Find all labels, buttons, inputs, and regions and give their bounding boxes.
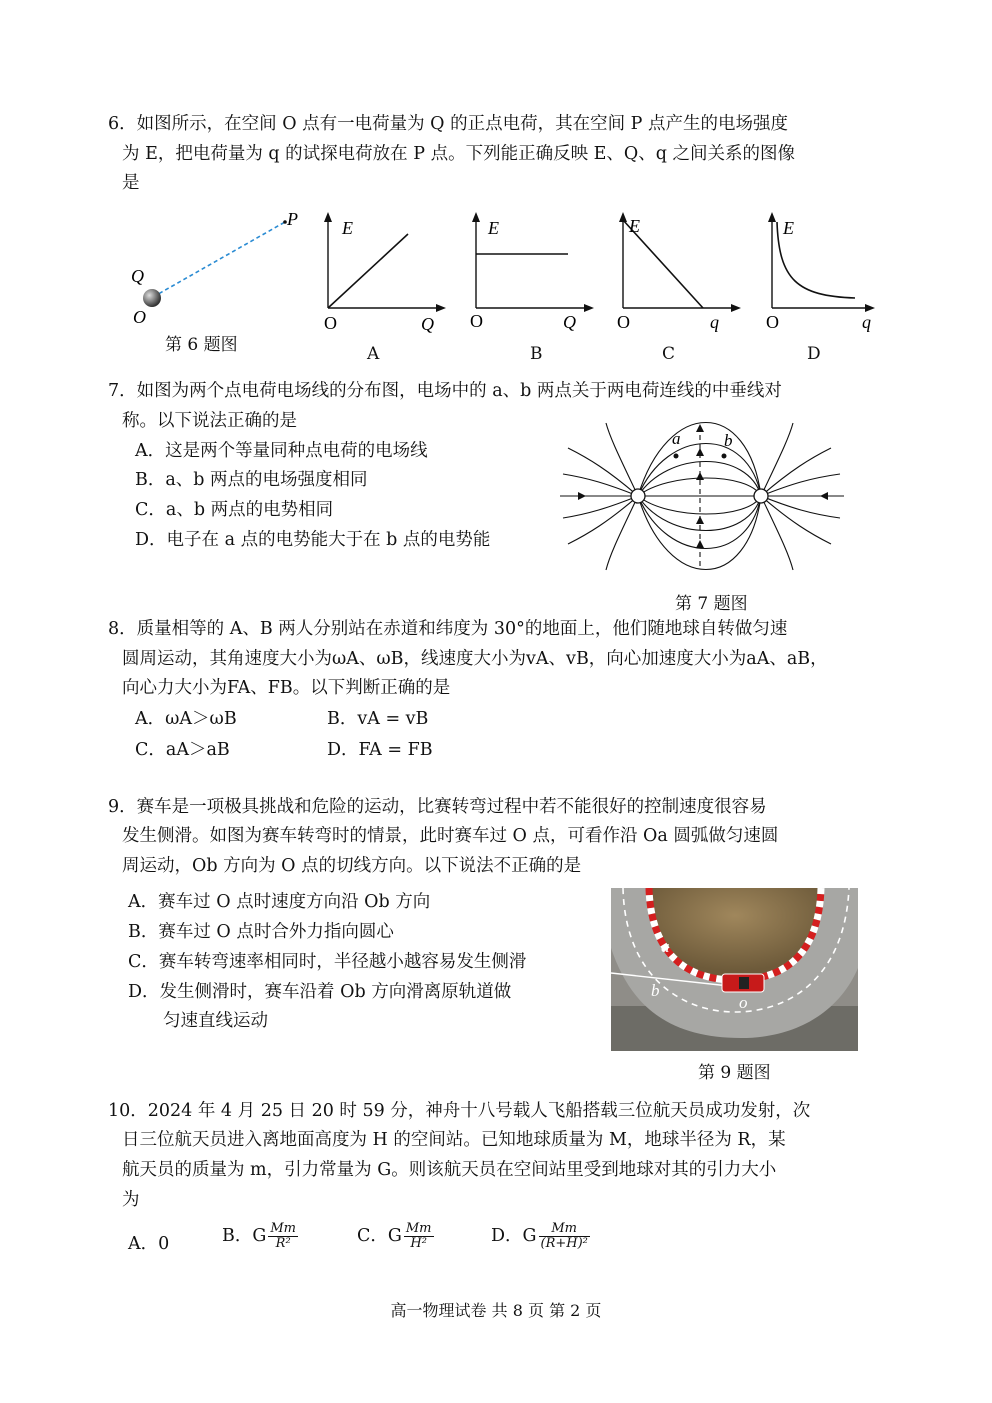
q6-line1: 6．如图所示，在空间 O 点有一电荷量为 Q 的正点电荷，其在空间 P 点产生的电场强度 — [108, 114, 788, 134]
q7-field-lines-figure — [558, 418, 850, 578]
q9-race-car-photo — [611, 888, 858, 1051]
q9-option-d-line1: D．发生侧滑时，赛车沿着 Ob 方向滑离原轨道做 — [128, 982, 512, 1002]
q10-option-d: D．G $\frac{Mm}{\text{(R+H)²}}$ — [491, 1221, 588, 1251]
svg-text:E: E — [783, 218, 794, 238]
q6-graph-d — [757, 210, 882, 335]
q10-line4: 为 — [122, 1190, 140, 1210]
q7-option-d: D．电子在 a 点的电势能大于在 b 点的电势能 — [135, 530, 491, 550]
q7-line2: 称。以下说法正确的是 — [122, 411, 297, 431]
label-p: P — [287, 209, 298, 229]
q6-figure-caption: 第 6 题图 — [165, 335, 238, 355]
svg-text:q: q — [862, 312, 871, 332]
svg-text:O: O — [324, 313, 337, 333]
label-q: Q — [131, 266, 144, 286]
q8-line1: 8．质量相等的 A、B 两人分别站在赤道和纬度为 30°的地面上，他们随地球自转做匀速 — [108, 619, 788, 639]
q9-line1: 9．赛车是一项极具挑战和危险的运动，比赛转弯过程中若不能很好的控制速度很容易 — [108, 797, 767, 817]
q9-line2: 发生侧滑。如图为赛车转弯时的情景，此时赛车过 O 点，可看作沿 Oa 圆弧做匀速圆 — [122, 826, 779, 846]
q9-option-b: B．赛车过 O 点时合外力指向圆心 — [128, 922, 394, 942]
label-a: a — [672, 429, 681, 448]
left-charge — [631, 489, 645, 503]
svg-text:Q: Q — [421, 314, 434, 334]
q9-figure-caption: 第 9 题图 — [698, 1063, 771, 1083]
q8-option-c: C．aA＞aB — [135, 740, 230, 760]
q6-line3: 是 — [122, 173, 140, 193]
q10-line2: 日三位航天员进入离地面高度为 H 的空间站。已知地球质量为 M，地球半径为 R，某 — [122, 1130, 786, 1150]
q6-graph-b — [458, 210, 598, 335]
svg-text:a: a — [661, 937, 670, 956]
svg-text:O: O — [766, 312, 779, 332]
q9-option-d-line2: 匀速直线运动 — [163, 1011, 268, 1031]
q9-line3: 周运动，Ob 方向为 O 点的切线方向。以下说法不正确的是 — [122, 856, 582, 876]
q10-line1: 10．2024 年 4 月 25 日 20 时 59 分，神舟十八号载人飞船搭载三位航天员成功发射，次 — [108, 1101, 811, 1121]
q6-line2: 为 E，把电荷量为 q 的试探电荷放在 P 点。下列能正确反映 E、Q、q 之间关系的图像 — [122, 144, 796, 164]
q9-option-c: C．赛车转弯速率相同时，半径越小越容易发生侧滑 — [128, 952, 527, 972]
q8-option-d: D．FA = FB — [327, 740, 433, 760]
q7-figure-caption: 第 7 题图 — [675, 594, 748, 614]
q6-option-a-label: A — [367, 344, 380, 364]
point-a — [674, 454, 679, 459]
q7-option-c: C．a、b 两点的电势相同 — [135, 500, 334, 520]
right-charge — [754, 489, 768, 503]
svg-text:O: O — [617, 312, 630, 332]
q10-line3: 航天员的质量为 m，引力常量为 G。则该航天员在空间站里受到地球对其的引力大小 — [122, 1160, 777, 1180]
svg-text:b: b — [651, 981, 660, 1000]
svg-text:Q: Q — [563, 312, 576, 332]
positive-charge — [143, 289, 161, 307]
q8-option-b: B．vA = vB — [327, 709, 429, 729]
q10-option-c: C．G $\frac{Mm}{\text{H²}}$ — [357, 1221, 432, 1251]
point-b — [722, 454, 727, 459]
label-o: O — [133, 307, 146, 327]
op-dashed-line — [153, 222, 285, 297]
q6-option-d-label: D — [807, 344, 821, 364]
q9-option-a: A．赛车过 O 点时速度方向沿 Ob 方向 — [128, 892, 431, 912]
q10-option-b: B．G $\frac{Mm}{\text{R²}}$ — [222, 1221, 296, 1251]
svg-text:E: E — [488, 218, 499, 238]
q10-option-a: A．0 — [128, 1234, 170, 1254]
q7-option-a: A．这是两个等量同种点电荷的电场线 — [135, 441, 428, 461]
label-b: b — [724, 431, 733, 450]
q6-figure-point-charge — [125, 205, 305, 330]
q8-option-a: A．ωA＞ωB — [135, 709, 237, 729]
q8-line3: 向心力大小为FA、FB。以下判断正确的是 — [122, 678, 451, 698]
q8-line2: 圆周运动，其角速度大小为ωA、ωB，线速度大小为vA、vB，向心加速度大小为aA、aB， — [122, 649, 828, 669]
q6-option-b-label: B — [530, 344, 543, 364]
q6-graph-c — [607, 210, 747, 335]
svg-text:E: E — [342, 218, 353, 238]
q6-graph-a — [310, 210, 450, 335]
svg-text:O: O — [470, 311, 483, 331]
svg-text:q: q — [710, 312, 719, 332]
q7-line1: 7．如图为两个点电荷电场线的分布图，电场中的 a、b 两点关于两电荷连线的中垂线对 — [108, 381, 782, 401]
q6-option-c-label: C — [662, 344, 676, 364]
svg-text:E: E — [629, 216, 640, 236]
svg-text:o: o — [739, 993, 748, 1012]
page-footer: 高一物理试卷 共 8 页 第 2 页 — [390, 1301, 602, 1320]
q7-option-b: B．a、b 两点的电场强度相同 — [135, 470, 368, 490]
